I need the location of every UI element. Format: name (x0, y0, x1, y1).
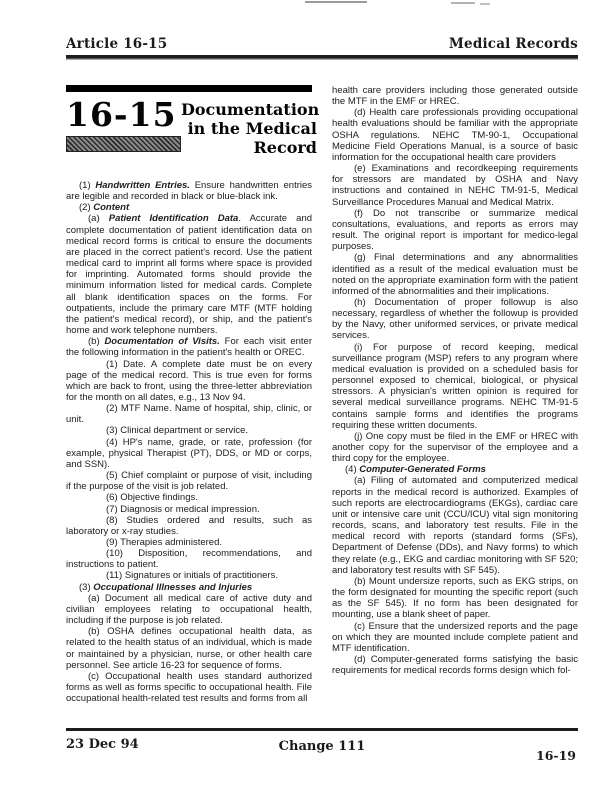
paragraph: (8) Studies ordered and results, such as laboratory or x-ray studies. (66, 514, 312, 537)
heading-top-bar (66, 85, 312, 92)
paragraph: (b) OSHA defines occupational health data, as related to the health status of an individual, which is made or maintained by a physician, nurse, or other health care personnel. See article 16-23 for sequence of forms. (66, 626, 312, 671)
paragraph: (d) Computer-generated forms satisfying the basic requirements for medical records forms design which fol- (332, 653, 578, 677)
paragraph: (3) Clinical department or service. (106, 425, 249, 437)
paragraph: (10) Disposition, recommendations, and instructions to patient. (66, 548, 312, 571)
article-number: 16-15 (66, 95, 177, 134)
paragraph: (2) Content (79, 202, 130, 214)
paragraph: (g) Final determinations and any abnormalities identified as a result of the medical evaluation must be noted on the appropriate examination form with the patient informed of the abnormalities and their implications. (332, 252, 578, 297)
paragraph: (11) Signatures or initials of practitioners. (106, 570, 278, 582)
footer-page-number: 16-19 (536, 747, 576, 763)
paragraph: (3) Occupational Illnesses and Injuries (79, 581, 253, 593)
paragraph: (f) Do not transcribe or summarize medical consultations, evaluations, and reports as errors may result. The original report is important for medico-legal purposes. (332, 207, 578, 253)
paragraph-run-in-heading: Content (93, 202, 130, 214)
header-rule (66, 55, 578, 58)
paragraph: (a) Document all medical care of active duty and civilian employees relating to occupational health, including if the purpose is job related. (66, 592, 312, 627)
paragraph-run-in-heading: Computer-Generated Forms (359, 464, 486, 476)
left-column-text (66, 180, 312, 704)
left-column (66, 85, 320, 705)
paragraph: (6) Objective findings. (106, 492, 198, 504)
right-column (332, 85, 578, 704)
paragraph: (a) Filing of automated and computerized medical reports in the medical record is authorized. Examples of such reports are electrocardiograms (EKGs), cardiac care unit or intensive care unit (CCU/ICU) vital sign monitoring records, scans, and laboratory test results. File in the medical record with reports (standard forms (SFs), Department of Defense (DDs), and Navy forms) to which they relate (e.g., EKG and cardiac monitoring with SF 520; and laboratory test results with SF 545). (332, 475, 578, 576)
paragraph: (i) For purpose of record keeping, medical surveillance program (MSP) refers to any program where medical evaluation is provided on a scheduled basis for personnel exposed to chemical, biological, or physical stressors. A physician's written opinion is required for several medical surveillance programs. NEHC TM-91-5 contains sample forms and identifies the programs requiring these written documents. (332, 341, 578, 431)
paragraph: (c) Ensure that the undersized reports and the page on which they are mounted include complete patient and MTF identification. (332, 620, 578, 654)
header-section-label: Medical Records (448, 36, 578, 52)
paragraph: (1) Date. A complete date must be on every page of the medical record. This is true even for forms which are back to front, using the three-letter abbreviation for the month on all dates, e.g., 13 Nov 94. (66, 358, 312, 403)
paragraph: (h) Documentation of proper followup is also necessary, regardless of whether the followup is provided by the Navy, other uniformed services, or private medical services. (332, 296, 578, 342)
two-column-body (66, 85, 578, 704)
paragraph: health care providers including those generated outside the MTF in the EMF or HREC. (332, 85, 578, 108)
article-heading-block (66, 85, 320, 157)
paragraph: (j) One copy must be filed in the EMF or HREC with another copy for the supervisor of the employee and a third copy for the employee. (332, 430, 578, 465)
paragraph: (d) Health care professionals providing occupational health evaluations should be familiar with the appropriate OSHA regulations. NEHC TM-90-1, Occupational Medicine Field Operations Manual, is a source of basic information for the occupational health care providers (332, 107, 578, 163)
paragraph-run-in-heading: Handwritten Entries. (95, 180, 190, 191)
paragraph: (9) Therapies administered. (106, 537, 222, 548)
paragraph: (4) Computer-Generated Forms (345, 464, 486, 476)
paragraph: (b) Mount undersize reports, such as EKG strips, on the form designated for mounting the specific report (such as the SF 545). If no form has been designated for mounting, use a blank sheet of paper. (332, 575, 578, 621)
paragraph: (2) MTF Name. Name of hospital, ship, clinic, or unit. (66, 403, 312, 426)
page-header (66, 0, 578, 52)
document-page (66, 0, 578, 704)
paragraph: (b) Documentation of Visits. For each visit enter the following information in the patient's health or OREC. (66, 336, 312, 359)
paragraph: (7) Diagnosis or medical impression. (106, 503, 260, 515)
paragraph: (4) HP's name, grade, or rate, profession (for example, physical Therapist (PT), DDS, or MD or corps, and SSN). (66, 436, 312, 470)
right-column-text (332, 85, 578, 676)
heading-hatch-bar (66, 136, 181, 152)
paragraph: (5) Chief complaint or purpose of visit, including if the purpose of the visit is job related. (66, 470, 312, 493)
page-footer (66, 728, 578, 767)
paragraph-run-in-heading: Patient Identification Data (108, 213, 239, 225)
paragraph-run-in-heading: Documentation of Visits. (104, 336, 220, 348)
paragraph: (1) Handwritten Entries. Ensure handwritten entries are legible and recorded in black or blue-black ink. (66, 180, 313, 203)
article-title: Documentation in the Medical Record (181, 100, 320, 157)
paragraph: (e) Examinations and recordkeeping requirements for stressors are mandated by OSHA and Navy instructions and contained in NEHC TM-91-5, Medical Surveillance Procedures Manual and Medical Matrix. (332, 163, 578, 208)
footer-date: 23 Dec 94 (66, 736, 139, 752)
footer-rule (66, 728, 578, 731)
header-article-label: Article 16-15 (66, 36, 168, 52)
paragraph: (c) Occupational health uses standard authorized forms as well as forms specific to occupational health. File occupational health-related test results and forms from all (66, 670, 312, 705)
footer-change-number: Change 111 (278, 738, 366, 754)
paragraph-run-in-heading: Occupational Illnesses and Injuries (93, 581, 253, 593)
paragraph: (a) Patient Identification Data. Accurate and complete documentation of patient identification data on medical record forms is critical to ensure the documents are placed in the correct patient's record. Use the patient medical card to imprint all forms where space is provided for imprinting. Automated forms should provide the minimum information listed for medical cards. Complete all blank identification spaces on the forms. For outpatients, include the primary care MTF (MTF holding the patient's medical record), or ship, and the patient's home and work telephone numbers. (66, 213, 313, 337)
